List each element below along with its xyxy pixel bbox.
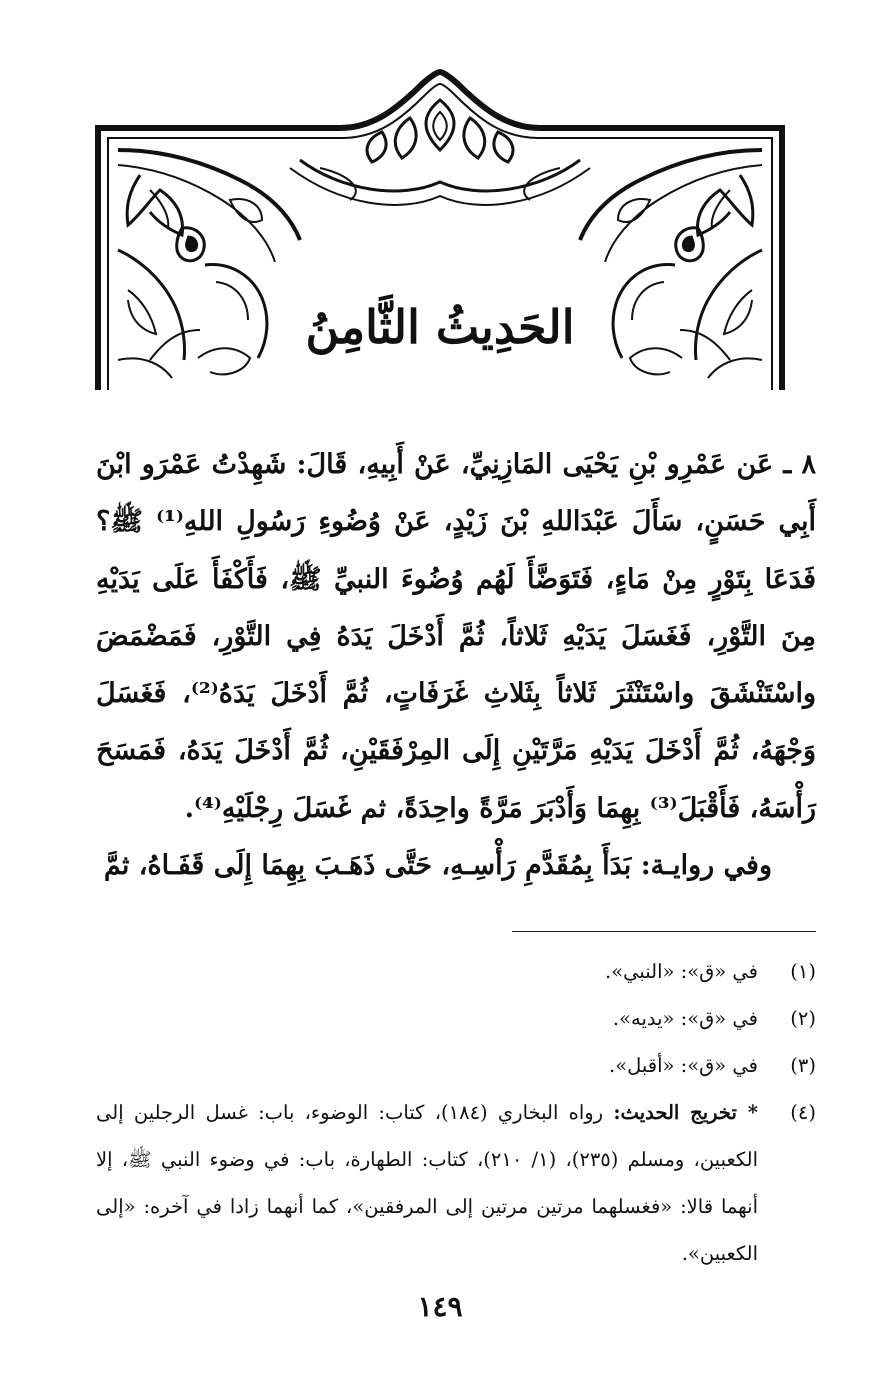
footnote (96, 948, 816, 995)
footnote-number: (٤) (790, 1101, 816, 1124)
footnote-number: (٢) (790, 1007, 816, 1030)
hadith-paragraph: ٨ ـ عَن عَمْرِو بْنِ يَحْيَى المَازِنِيِّ، عَنْ أَبِيهِ، قَالَ: شَهِدْتُ عَمْرَو ابْنَ أَبِي حَسَنٍ، سَأَلَ عَبْدَاللهِ بْنَ زَيْدٍ، عَنْ وُضُوءِ رَسُولِ اللهِ⁽¹⁾ ﷺ؟ فَدَعَا بِتَوْرٍ مِنْ مَاءٍ، فَتَوَضَّأَ لَهُم وُضُوءَ النبيِّ ﷺ، فَأَكْفَأَ عَلَى يَدَيْهِ مِنَ التَّوْرِ، فَغَسَلَ يَدَيْهِ ثَلاثاً، ثُمَّ أَدْخَلَ يَدَهُ فِي التَّوْرِ، فَمَضْمَضَ واسْتَنْشَقَ واسْتَنْثَرَ ثَلاثاً بِثَلاثِ غَرَفَاتٍ، ثُمَّ أَدْخَلَ يَدَهُ⁽²⁾، فَغَسَلَ وَجْهَهُ، ثُمَّ أَدْخَلَ يَدَيْهِ مَرَّتَيْنِ إِلَى المِرْفَقَيْنِ، ثُمَّ أَدْخَلَ يَدَهُ، فَمَسَحَ رَأْسَهُ، فَأَقْبَلَ⁽³⁾ بِهِمَا وَأَدْبَرَ مَرَّةً واحِدَةً، ثم غَسَلَ رِجْلَيْهِ⁽⁴⁾. (96, 449, 816, 824)
chapter-title: الحَدِيثُ الثَّامِنُ (305, 300, 575, 354)
footnote-separator (512, 931, 816, 932)
takhrij-label: * تخريج الحديث: (613, 1101, 758, 1124)
hadith-text (96, 436, 816, 894)
footnote (96, 1089, 816, 1277)
footnotes (96, 948, 816, 1277)
footnote-text (96, 1089, 758, 1277)
footnote-text: في «ق»: «يديه». (612, 1007, 758, 1030)
footnote-text: في «ق»: «النبي». (605, 960, 758, 983)
footnote (96, 1042, 816, 1089)
hadith-paragraph: وفي روايـة: بَدَأَ بِمُقَدَّمِ رَأْسِـهِ، حَتَّى ذَهَـبَ بِهِمَا إِلَى قَفَـاهُ، ثمَّ (103, 850, 772, 882)
footnote-text: في «ق»: «أقبل». (609, 1054, 758, 1077)
footnote-number: (٣) (790, 1054, 816, 1077)
takhrij-text: رواه البخاري (١٨٤)، كتاب: الوضوء، باب: غسل الرجلين إلى الكعبين، ومسلم (٢٣٥)، (١/ ٢١٠)، كتاب: الطهارة، باب: في وضوء النبي ﷺ، إلا أنهما قالا: «فغسلهما مرتين مرتين إلى المرفقين»، كما أنهما زادا في آخره: «إلى الكعبين». (96, 1101, 758, 1265)
footnote-number: (١) (790, 960, 816, 983)
page-number: ١٤٩ (417, 1290, 463, 1323)
footnote (96, 995, 816, 1042)
